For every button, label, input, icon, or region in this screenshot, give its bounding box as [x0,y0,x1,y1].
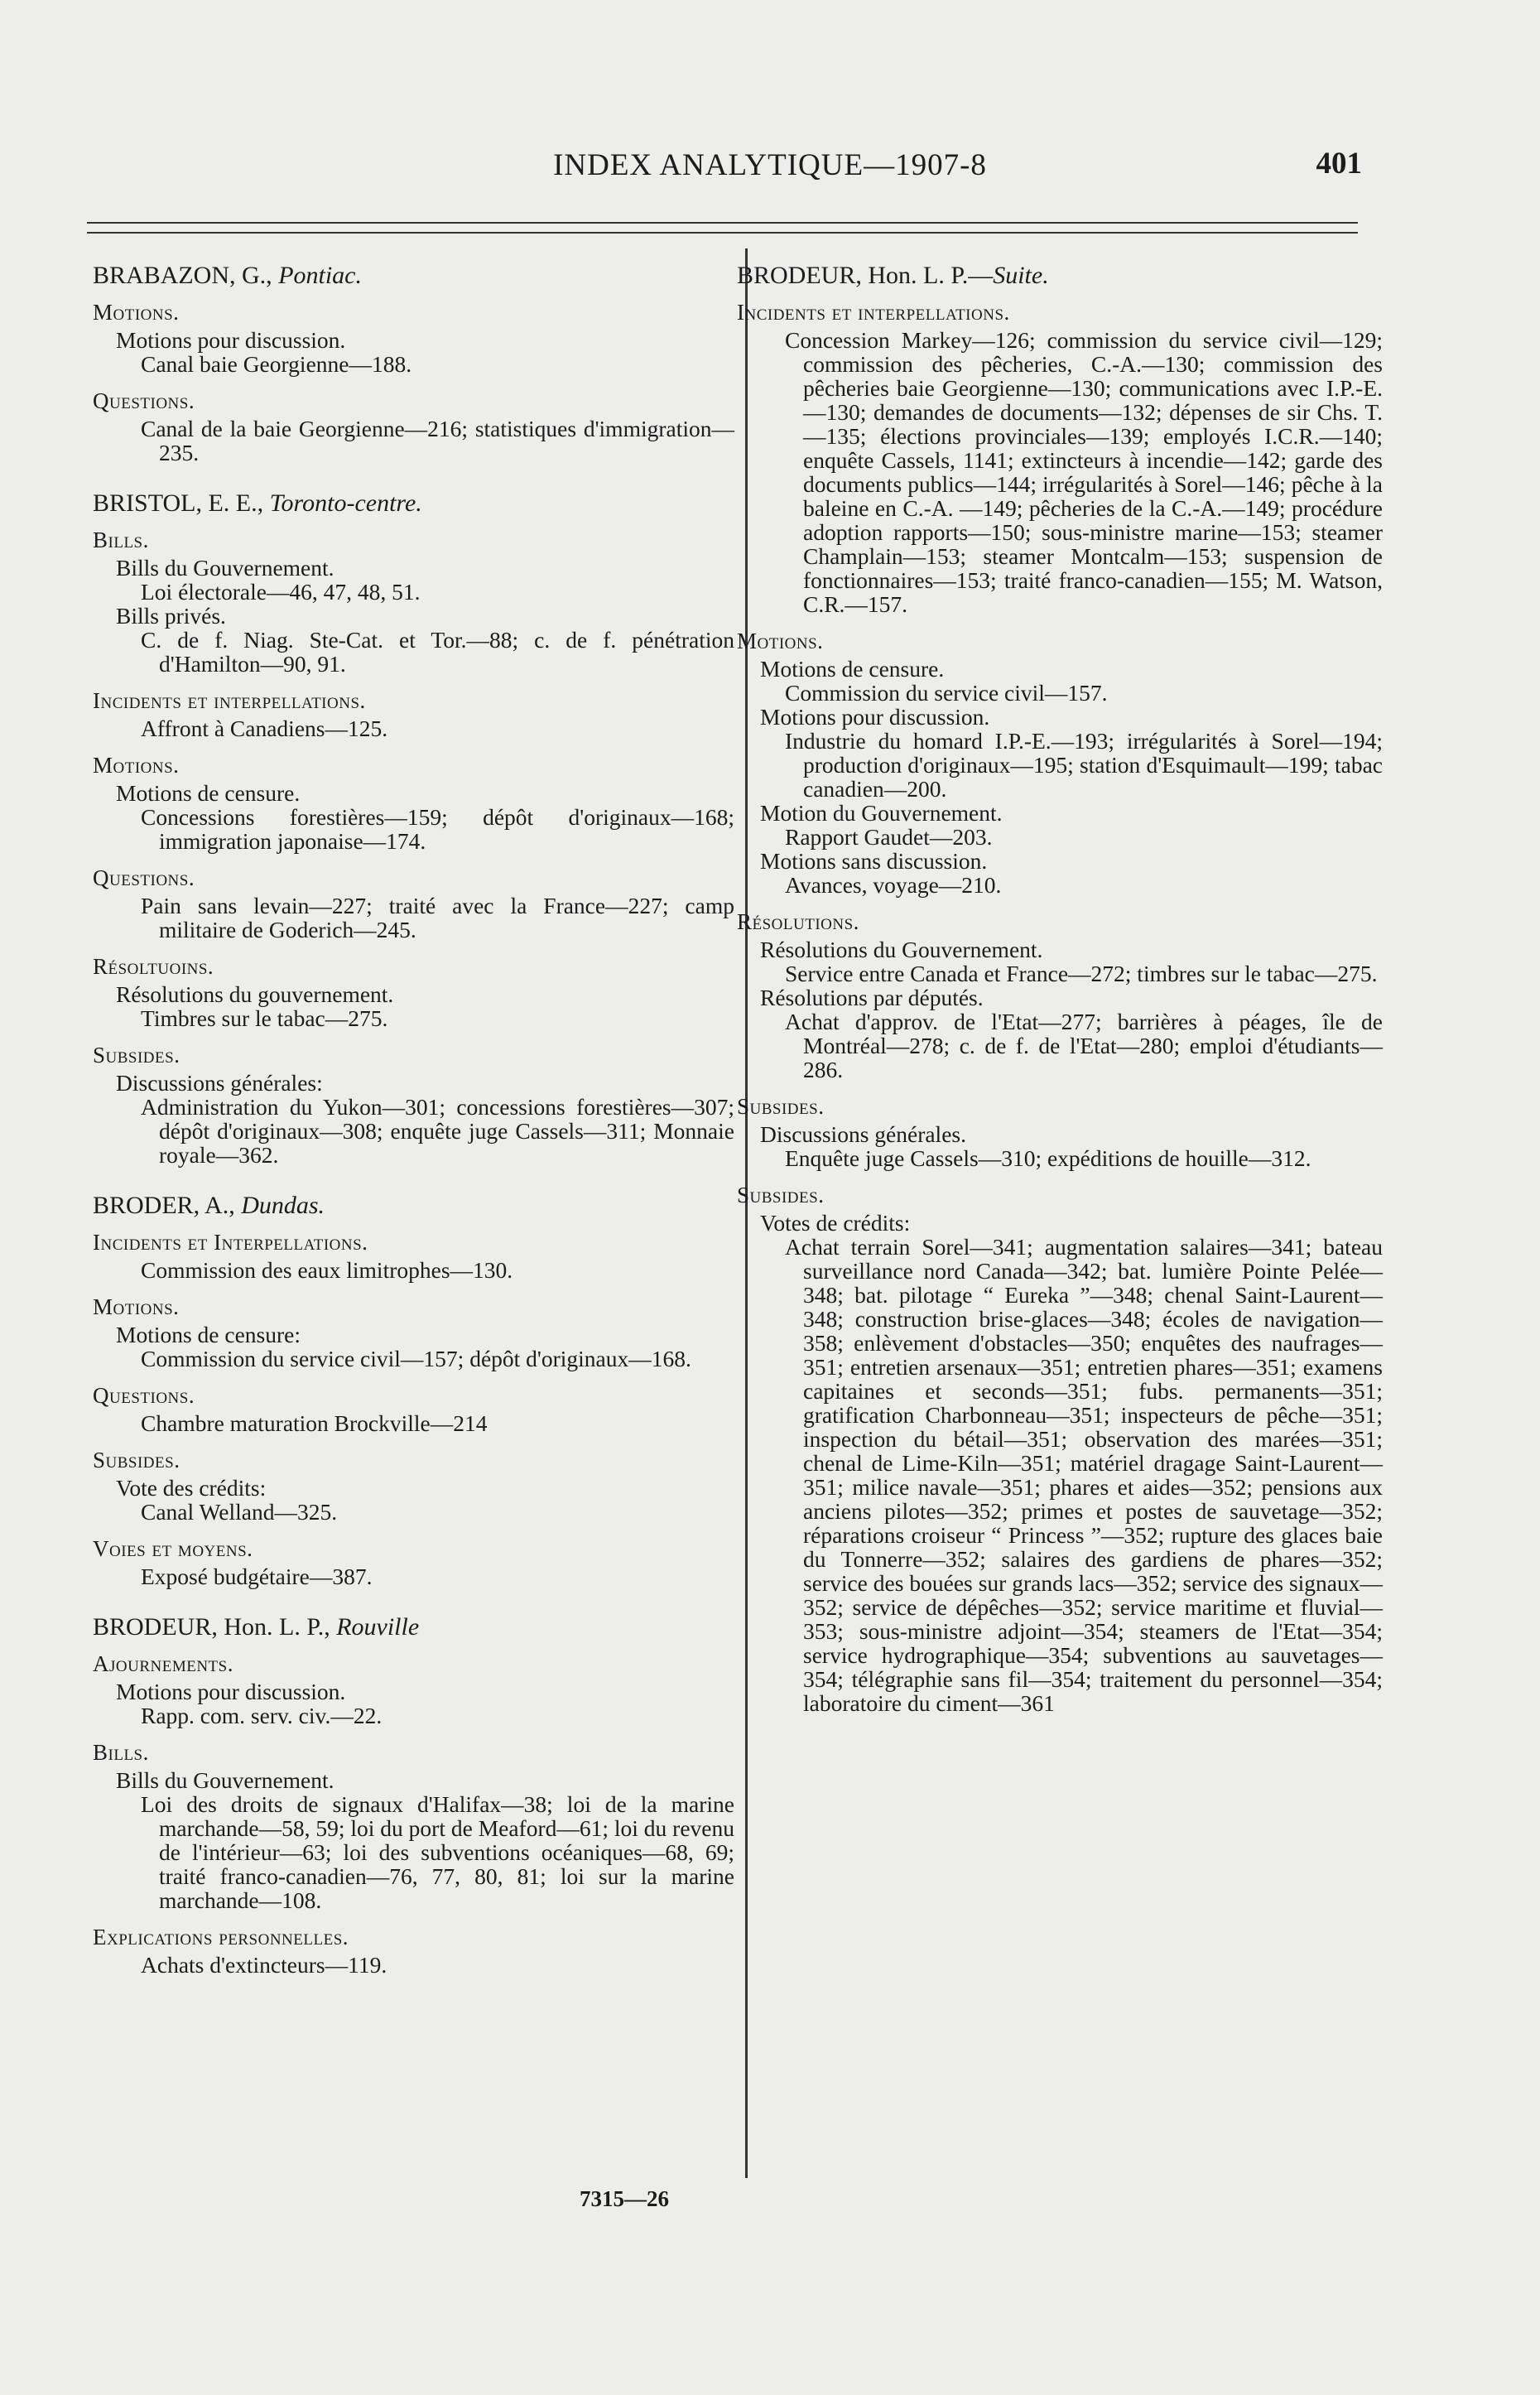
index-line: Concession Markey—126; commission du service civil—129; commission des pêcheries, C.-A.—130; commission des pêcheries baie Georgienne—130; communications avec I.P.-E.—130; demandes de documents—132; dépenses de sir Chs. T.—135; élections provinciales—139; employés I.C.R.—140; enquête Cassels, 1141; extincteurs à incendie—142; garde des documents publics—144; irrégularités à Sorel—146; pêche à la baleine en C.-A. —149; pêcheries de la C.-A.—149; procédure adoption rapports—150; sous-ministre marine—153; steamer Champlain—153; steamer Montcalm—153; suspension de fonctionnaires—153; traité franco-canadien—155; M. Watson, C.R.—157. [785,327,1383,617]
index-line: Commission du service civil—157. [785,680,1108,706]
index-line: Bills du Gouvernement. [116,555,334,581]
entry-brodeur-suite: BRODEUR, Hon. L. P.—Suite. [737,262,1049,289]
entry-bristol: BRISTOL, E. E., Toronto-centre. [93,489,422,517]
index-line: Affront à Canadiens—125. [141,716,388,741]
section-heading: Résolutions. [737,909,859,934]
entry-brabazon: BRABAZON, G., Pontiac. [93,262,362,289]
index-line: Résolutions du Gouvernement. [760,937,1043,962]
index-line: Motion du Gouvernement. [760,800,1003,826]
section-heading: Subsides. [737,1094,825,1119]
index-line: Canal de la baie Georgienne—216; statistiques d'immigration—235. [141,416,734,465]
index-line: Concessions forestières—159; dépôt d'originaux—168; immigration japonaise—174. [141,804,734,854]
index-line: Motions de censure: [116,1322,301,1347]
section-heading: Motions. [93,1294,180,1319]
index-line: Rapport Gaudet—203. [785,824,993,850]
index-line: Administration du Yukon—301; concessions forestières—307; dépôt d'originaux—308; enquête juge Cassels—311; Monnaie royale—362. [141,1094,734,1168]
section-heading: Incidents et interpellations. [737,300,1010,325]
index-line: Votes de crédits: [760,1210,911,1236]
index-line: Bills du Gouvernement. [116,1767,334,1793]
header-rule-bottom [87,232,1358,234]
index-line: Enquête juge Cassels—310; expéditions de houille—312. [785,1145,1311,1171]
section-heading: Bills. [93,1740,149,1765]
page-footer-code: 7315—26 [580,2186,669,2211]
section-heading: Ajournements. [93,1651,233,1676]
section-heading: Bills. [93,528,149,552]
section-heading: Questions. [93,1383,195,1408]
index-line: Vote des crédits: [116,1475,267,1501]
section-heading: Subsides. [93,1043,180,1067]
index-line: Motions pour discussion. [760,704,990,730]
index-line: Service entre Canada et France—272; timbres sur le tabac—275. [785,961,1378,986]
section-heading: Questions. [93,388,195,413]
index-line: Timbres sur le tabac—275. [141,1005,388,1031]
header-rule-top [87,222,1358,224]
section-heading: Motions. [93,300,180,325]
index-line: Avances, voyage—210. [785,872,1002,898]
index-line: Motions pour discussion. [116,1679,346,1704]
index-line: Canal Welland—325. [141,1499,338,1525]
index-line: Loi des droits de signaux d'Halifax—38; loi de la marine marchande—58, 59; loi du port de Meaford—61; loi du revenu de l'intérieur—63; loi des subventions océaniques—68, 69; traité franco-canadien—76, 77, 80, 81; loi sur la marine marchande—108. [141,1791,734,1913]
index-line: Discussions générales. [760,1121,966,1147]
index-line: Loi électorale—46, 47, 48, 51. [141,579,421,605]
index-line: Motions de censure. [116,780,301,806]
index-line: Chambre maturation Brockville—214 [141,1410,488,1436]
index-line: Canal baie Georgienne—188. [141,351,412,377]
section-heading: Voies et moyens. [93,1536,253,1561]
index-line: Discussions générales: [116,1070,323,1096]
section-heading: Incidents et interpellations. [93,688,366,713]
index-line: Commission des eaux limitrophes—130. [141,1257,513,1283]
index-line: Pain sans levain—227; traité avec la France—227; camp militaire de Goderich—245. [141,893,734,942]
index-line: Achat d'approv. de l'Etat—277; barrières à péages, île de Montréal—278; c. de f. de l'Etat—280; emploi d'étudiants—286. [785,1009,1383,1082]
left-column [93,263,734,1977]
index-line: Motions sans discussion. [760,848,988,874]
section-heading: Subsides. [93,1448,180,1472]
page-number: 401 [1316,147,1362,181]
section-heading: Subsides. [737,1183,825,1207]
index-line: Exposé budgétaire—387. [141,1564,373,1589]
index-line: Industrie du homard I.P.-E.—193; irrégularités à Sorel—194; production d'originaux—195; station d'Esquimault—199; tabac canadien—200. [785,728,1383,802]
section-heading: Explications personnelles. [93,1925,349,1949]
section-heading: Incidents et Interpellations. [93,1230,368,1255]
section-heading: Motions. [737,629,824,653]
entry-broder: BRODER, A., Dundas. [93,1192,325,1219]
section-heading: Motions. [93,753,180,778]
right-column [737,263,1383,1715]
page-title: INDEX ANALYTIQUE—1907-8 [553,148,987,182]
index-line: Achat terrain Sorel—341; augmentation salaires—341; bateau surveillance nord Canada—342; bat. lumière Pointe Pelée—348; bat. pilotage “ Eureka ”—348; chenal Saint-Laurent—348; construction brise-glaces—348; écoles de navigation—358; enlèvement d'obstacles—350; enquêtes des naufrages—351; entretien arsenaux—351; entretien phares—351; examens capitaines et seconds—351; fubs. permanents—351; gratification Charbonneau—351; inspecteurs de pêche—351; inspection du bétail—351; observation des marées—351; chenal de Lime-Kiln—351; matériel dragage Saint-Laurent—351; milice navale—351; phares et aides—352; pensions aux anciens pilotes—352; primes et postes de sauvetage—352; réparations croiseur “ Princess ”—352; rupture des glaces baie du Tonnerre—352; salaires des gardiens de phares—352; service des bouées sur grands lacs—352; service des signaux—352; service de dépêches—352; service maritime et fluvial—353; sous-ministre adjoint—354; steamers de l'Etat—354; service hydrographique—354; subventions au sauvetages—354; télégraphie sans fil—354; traitement du personnel—354; laboratoire du ciment—361 [785,1234,1383,1716]
entry-brodeur: BRODEUR, Hon. L. P., Rouville [93,1613,420,1641]
section-heading: Résoltuoins. [93,954,214,979]
section-heading: Questions. [93,865,195,890]
index-line: Résolutions par députés. [760,985,984,1010]
index-line: Motions pour discussion. [116,327,346,353]
index-line: Résolutions du gouvernement. [116,981,394,1007]
index-line: C. de f. Niag. Ste-Cat. et Tor.—88; c. de f. pénétration d'Hamilton—90, 91. [141,627,734,677]
index-line: Bills privés. [116,603,226,629]
index-line: Achats d'extincteurs—119. [141,1952,387,1978]
index-line: Commission du service civil—157; dépôt d'originaux—168. [141,1346,691,1371]
index-line: Rapp. com. serv. civ.—22. [141,1703,383,1728]
index-line: Motions de censure. [760,656,945,682]
